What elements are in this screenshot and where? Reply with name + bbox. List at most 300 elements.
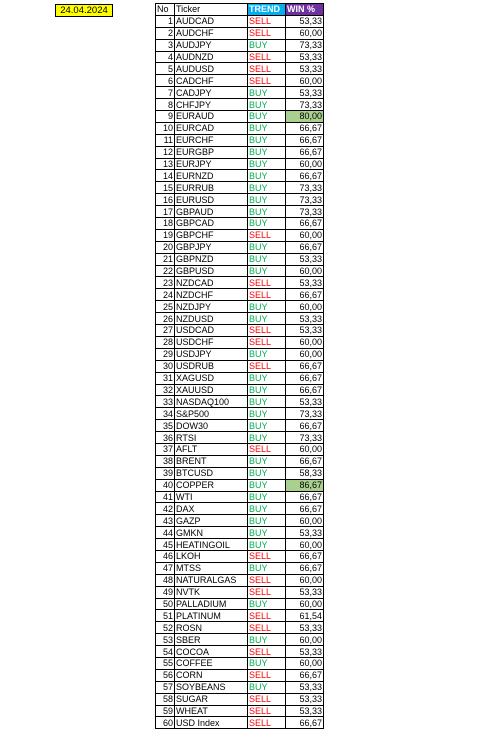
row-ticker: BTCUSD — [175, 467, 248, 479]
row-ticker: CORN — [175, 669, 248, 681]
table-row — [156, 301, 324, 313]
table-row — [156, 206, 324, 218]
row-win-rate: 66,67 — [286, 550, 324, 562]
table-row — [156, 229, 324, 241]
row-win-rate: 60,00 — [286, 348, 324, 360]
row-trend: BUY — [248, 408, 286, 420]
row-ticker: NZDCHF — [175, 289, 248, 301]
row-ticker: SBER — [175, 634, 248, 646]
row-number: 47 — [156, 562, 175, 574]
row-trend: BUY — [248, 122, 286, 134]
row-number: 35 — [156, 420, 175, 432]
row-ticker: COFFEE — [175, 657, 248, 669]
row-win-rate: 60,00 — [286, 301, 324, 313]
row-win-rate: 53,33 — [286, 325, 324, 337]
row-number: 53 — [156, 634, 175, 646]
row-trend: SELL — [248, 336, 286, 348]
row-number: 56 — [156, 669, 175, 681]
table-row — [156, 146, 324, 158]
row-trend: BUY — [248, 681, 286, 693]
row-number: 40 — [156, 479, 175, 491]
row-win-rate: 66,67 — [286, 455, 324, 467]
row-win-rate: 66,67 — [286, 146, 324, 158]
row-number: 31 — [156, 372, 175, 384]
row-number: 48 — [156, 574, 175, 586]
row-number: 14 — [156, 170, 175, 182]
row-win-rate: 60,00 — [286, 574, 324, 586]
row-trend: SELL — [248, 360, 286, 372]
table-row — [156, 63, 324, 75]
row-number: 16 — [156, 194, 175, 206]
table-row — [156, 134, 324, 146]
row-number: 9 — [156, 111, 175, 123]
row-ticker: CHFJPY — [175, 99, 248, 111]
row-trend: SELL — [248, 610, 286, 622]
table-row — [156, 396, 324, 408]
row-number: 44 — [156, 527, 175, 539]
row-win-rate: 66,67 — [286, 717, 324, 729]
row-trend: BUY — [248, 348, 286, 360]
row-ticker: EURGBP — [175, 146, 248, 158]
table-row — [156, 432, 324, 444]
row-win-rate: 73,33 — [286, 206, 324, 218]
row-ticker: COCOA — [175, 646, 248, 658]
table-row — [156, 550, 324, 562]
row-ticker: GBPUSD — [175, 265, 248, 277]
table-row — [156, 455, 324, 467]
row-ticker: ROSN — [175, 622, 248, 634]
signals-table — [155, 3, 324, 729]
row-win-rate: 80,00 — [286, 111, 324, 123]
row-number: 11 — [156, 134, 175, 146]
row-trend: BUY — [248, 515, 286, 527]
table-row — [156, 681, 324, 693]
row-trend: SELL — [248, 325, 286, 337]
table-row — [156, 325, 324, 337]
row-trend: BUY — [248, 241, 286, 253]
row-win-rate: 53,33 — [286, 51, 324, 63]
row-number: 25 — [156, 301, 175, 313]
row-ticker: COPPER — [175, 479, 248, 491]
row-ticker: DOW30 — [175, 420, 248, 432]
table-row — [156, 622, 324, 634]
row-win-rate: 60,00 — [286, 27, 324, 39]
row-win-rate: 58,33 — [286, 467, 324, 479]
table-row — [156, 253, 324, 265]
row-ticker: XAGUSD — [175, 372, 248, 384]
row-number: 49 — [156, 586, 175, 598]
row-number: 32 — [156, 384, 175, 396]
row-win-rate: 66,67 — [286, 420, 324, 432]
row-trend: BUY — [248, 134, 286, 146]
row-number: 23 — [156, 277, 175, 289]
row-ticker: NVTK — [175, 586, 248, 598]
row-ticker: CADJPY — [175, 87, 248, 99]
row-number: 33 — [156, 396, 175, 408]
row-ticker: EURCAD — [175, 122, 248, 134]
row-win-rate: 66,67 — [286, 503, 324, 515]
table-row — [156, 634, 324, 646]
row-trend: BUY — [248, 432, 286, 444]
table-row — [156, 610, 324, 622]
row-number: 29 — [156, 348, 175, 360]
row-trend: BUY — [248, 657, 286, 669]
table-row — [156, 598, 324, 610]
row-number: 60 — [156, 717, 175, 729]
row-trend: BUY — [248, 87, 286, 99]
row-ticker: PLATINUM — [175, 610, 248, 622]
row-number: 42 — [156, 503, 175, 515]
table-row — [156, 574, 324, 586]
row-ticker: GBPCHF — [175, 229, 248, 241]
row-win-rate: 53,33 — [286, 527, 324, 539]
table-row — [156, 122, 324, 134]
row-number: 20 — [156, 241, 175, 253]
row-win-rate: 60,00 — [286, 598, 324, 610]
table-row — [156, 443, 324, 455]
row-trend: SELL — [248, 27, 286, 39]
table-row — [156, 39, 324, 51]
table-row — [156, 384, 324, 396]
row-ticker: NASDAQ100 — [175, 396, 248, 408]
row-win-rate: 53,33 — [286, 681, 324, 693]
row-trend: SELL — [248, 51, 286, 63]
row-number: 15 — [156, 182, 175, 194]
row-trend: BUY — [248, 146, 286, 158]
table-row — [156, 657, 324, 669]
row-ticker: AUDJPY — [175, 39, 248, 51]
row-trend: BUY — [248, 265, 286, 277]
row-trend: BUY — [248, 562, 286, 574]
row-trend: BUY — [248, 111, 286, 123]
row-trend: BUY — [248, 539, 286, 551]
row-win-rate: 53,33 — [286, 705, 324, 717]
row-trend: SELL — [248, 15, 286, 27]
table-row — [156, 646, 324, 658]
row-trend: BUY — [248, 182, 286, 194]
table-row — [156, 705, 324, 717]
table-row — [156, 265, 324, 277]
row-win-rate: 73,33 — [286, 432, 324, 444]
row-win-rate: 53,33 — [286, 277, 324, 289]
row-trend: SELL — [248, 717, 286, 729]
row-number: 3 — [156, 39, 175, 51]
table-row — [156, 360, 324, 372]
row-number: 26 — [156, 313, 175, 325]
row-trend: BUY — [248, 313, 286, 325]
row-ticker: AUDNZD — [175, 51, 248, 63]
row-ticker: AFLT — [175, 443, 248, 455]
row-win-rate: 66,67 — [286, 669, 324, 681]
row-ticker: EURJPY — [175, 158, 248, 170]
row-ticker: PALLADIUM — [175, 598, 248, 610]
table-row — [156, 539, 324, 551]
row-win-rate: 73,33 — [286, 39, 324, 51]
row-number: 37 — [156, 443, 175, 455]
row-ticker: SUGAR — [175, 693, 248, 705]
header-trend: TREND — [248, 4, 286, 16]
row-win-rate: 53,33 — [286, 63, 324, 75]
row-trend: SELL — [248, 622, 286, 634]
table-row — [156, 503, 324, 515]
row-number: 24 — [156, 289, 175, 301]
table-row — [156, 99, 324, 111]
row-ticker: USD Index — [175, 717, 248, 729]
row-trend: SELL — [248, 646, 286, 658]
row-number: 4 — [156, 51, 175, 63]
row-win-rate: 60,00 — [286, 75, 324, 87]
table-row — [156, 241, 324, 253]
row-ticker: WHEAT — [175, 705, 248, 717]
row-trend: BUY — [248, 467, 286, 479]
row-ticker: DAX — [175, 503, 248, 515]
row-ticker: EURCHF — [175, 134, 248, 146]
row-win-rate: 66,67 — [286, 372, 324, 384]
table-row — [156, 372, 324, 384]
row-ticker: NZDCAD — [175, 277, 248, 289]
row-number: 58 — [156, 693, 175, 705]
row-win-rate: 60,00 — [286, 657, 324, 669]
row-win-rate: 53,33 — [286, 646, 324, 658]
row-ticker: USDCAD — [175, 325, 248, 337]
row-win-rate: 60,00 — [286, 515, 324, 527]
row-ticker: EURUSD — [175, 194, 248, 206]
row-ticker: AUDUSD — [175, 63, 248, 75]
table-row — [156, 420, 324, 432]
row-win-rate: 53,33 — [286, 586, 324, 598]
row-number: 19 — [156, 229, 175, 241]
row-number: 8 — [156, 99, 175, 111]
table-row — [156, 27, 324, 39]
row-number: 54 — [156, 646, 175, 658]
table-row — [156, 277, 324, 289]
row-win-rate: 73,33 — [286, 408, 324, 420]
row-ticker: BRENT — [175, 455, 248, 467]
row-win-rate: 61,54 — [286, 610, 324, 622]
row-number: 30 — [156, 360, 175, 372]
row-ticker: SOYBEANS — [175, 681, 248, 693]
table-row — [156, 491, 324, 503]
row-win-rate: 86,67 — [286, 479, 324, 491]
row-number: 17 — [156, 206, 175, 218]
row-trend: BUY — [248, 455, 286, 467]
row-number: 34 — [156, 408, 175, 420]
row-win-rate: 60,00 — [286, 158, 324, 170]
row-win-rate: 66,67 — [286, 134, 324, 146]
row-ticker: USDCHF — [175, 336, 248, 348]
table-row — [156, 479, 324, 491]
row-trend: BUY — [248, 598, 286, 610]
row-win-rate: 60,00 — [286, 443, 324, 455]
row-number: 28 — [156, 336, 175, 348]
row-number: 36 — [156, 432, 175, 444]
table-row — [156, 408, 324, 420]
row-win-rate: 66,67 — [286, 241, 324, 253]
table-row — [156, 669, 324, 681]
table-row — [156, 527, 324, 539]
table-row — [156, 348, 324, 360]
row-number: 46 — [156, 550, 175, 562]
row-win-rate: 66,67 — [286, 122, 324, 134]
row-ticker: WTI — [175, 491, 248, 503]
header-row — [156, 4, 324, 16]
table-row — [156, 218, 324, 230]
row-ticker: GMKN — [175, 527, 248, 539]
table-row — [156, 586, 324, 598]
row-number: 13 — [156, 158, 175, 170]
row-win-rate: 53,33 — [286, 693, 324, 705]
row-ticker: AUDCAD — [175, 15, 248, 27]
row-ticker: GBPAUD — [175, 206, 248, 218]
row-number: 10 — [156, 122, 175, 134]
row-trend: SELL — [248, 669, 286, 681]
row-win-rate: 60,00 — [286, 229, 324, 241]
row-trend: BUY — [248, 99, 286, 111]
row-win-rate: 60,00 — [286, 336, 324, 348]
table-body — [156, 15, 324, 728]
row-win-rate: 53,33 — [286, 622, 324, 634]
table-row — [156, 51, 324, 63]
row-win-rate: 53,33 — [286, 313, 324, 325]
table-row — [156, 467, 324, 479]
table-row — [156, 693, 324, 705]
row-trend: BUY — [248, 384, 286, 396]
row-trend: BUY — [248, 491, 286, 503]
row-number: 18 — [156, 218, 175, 230]
row-trend: SELL — [248, 574, 286, 586]
row-ticker: HEATINGOIL — [175, 539, 248, 551]
row-win-rate: 60,00 — [286, 539, 324, 551]
row-number: 38 — [156, 455, 175, 467]
row-trend: BUY — [248, 479, 286, 491]
row-trend: BUY — [248, 396, 286, 408]
table-row — [156, 15, 324, 27]
row-ticker: EURNZD — [175, 170, 248, 182]
row-win-rate: 60,00 — [286, 634, 324, 646]
row-win-rate: 66,67 — [286, 218, 324, 230]
row-number: 55 — [156, 657, 175, 669]
row-ticker: CADCHF — [175, 75, 248, 87]
row-ticker: RTSI — [175, 432, 248, 444]
row-trend: SELL — [248, 289, 286, 301]
row-ticker: NZDUSD — [175, 313, 248, 325]
row-number: 21 — [156, 253, 175, 265]
header-ticker: Ticker — [175, 4, 248, 16]
row-number: 5 — [156, 63, 175, 75]
row-win-rate: 66,67 — [286, 170, 324, 182]
row-trend: BUY — [248, 634, 286, 646]
row-trend: BUY — [248, 420, 286, 432]
table-row — [156, 194, 324, 206]
row-win-rate: 53,33 — [286, 396, 324, 408]
row-trend: BUY — [248, 194, 286, 206]
row-ticker: GAZP — [175, 515, 248, 527]
row-number: 57 — [156, 681, 175, 693]
row-ticker: AUDCHF — [175, 27, 248, 39]
row-win-rate: 66,67 — [286, 562, 324, 574]
row-number: 7 — [156, 87, 175, 99]
row-trend: BUY — [248, 372, 286, 384]
row-win-rate: 53,33 — [286, 253, 324, 265]
row-win-rate: 66,67 — [286, 360, 324, 372]
row-trend: BUY — [248, 503, 286, 515]
table-row — [156, 182, 324, 194]
row-trend: SELL — [248, 443, 286, 455]
row-ticker: XAUUSD — [175, 384, 248, 396]
table-row — [156, 562, 324, 574]
row-trend: SELL — [248, 705, 286, 717]
row-number: 41 — [156, 491, 175, 503]
header-no: No — [156, 4, 175, 16]
row-number: 59 — [156, 705, 175, 717]
row-trend: BUY — [248, 170, 286, 182]
row-number: 43 — [156, 515, 175, 527]
row-ticker: GBPCAD — [175, 218, 248, 230]
row-trend: BUY — [248, 39, 286, 51]
row-number: 52 — [156, 622, 175, 634]
table-row — [156, 75, 324, 87]
row-number: 50 — [156, 598, 175, 610]
table-row — [156, 336, 324, 348]
row-number: 51 — [156, 610, 175, 622]
row-win-rate: 53,33 — [286, 87, 324, 99]
table-row — [156, 515, 324, 527]
row-ticker: S&P500 — [175, 408, 248, 420]
row-trend: BUY — [248, 301, 286, 313]
row-win-rate: 60,00 — [286, 265, 324, 277]
row-win-rate: 66,67 — [286, 384, 324, 396]
row-win-rate: 73,33 — [286, 99, 324, 111]
table-row — [156, 170, 324, 182]
row-trend: BUY — [248, 206, 286, 218]
row-ticker: EURAUD — [175, 111, 248, 123]
row-trend: SELL — [248, 693, 286, 705]
row-trend: BUY — [248, 218, 286, 230]
row-trend: BUY — [248, 253, 286, 265]
row-ticker: EURRUB — [175, 182, 248, 194]
row-win-rate: 66,67 — [286, 289, 324, 301]
row-trend: SELL — [248, 75, 286, 87]
row-win-rate: 53,33 — [286, 15, 324, 27]
row-win-rate: 66,67 — [286, 491, 324, 503]
table-row — [156, 313, 324, 325]
row-number: 27 — [156, 325, 175, 337]
row-number: 45 — [156, 539, 175, 551]
table-row — [156, 289, 324, 301]
row-win-rate: 73,33 — [286, 182, 324, 194]
row-trend: SELL — [248, 277, 286, 289]
row-trend: SELL — [248, 550, 286, 562]
report-date: 24.04.2024 — [55, 4, 113, 17]
row-ticker: GBPJPY — [175, 241, 248, 253]
row-number: 6 — [156, 75, 175, 87]
row-ticker: USDRUB — [175, 360, 248, 372]
row-trend: BUY — [248, 527, 286, 539]
row-number: 1 — [156, 15, 175, 27]
row-win-rate: 73,33 — [286, 194, 324, 206]
table-row — [156, 87, 324, 99]
table-row — [156, 717, 324, 729]
row-trend: SELL — [248, 586, 286, 598]
row-ticker: GBPNZD — [175, 253, 248, 265]
row-trend: SELL — [248, 229, 286, 241]
header-win-rate: WIN % — [286, 4, 324, 16]
row-number: 22 — [156, 265, 175, 277]
row-ticker: USDJPY — [175, 348, 248, 360]
row-ticker: NATURALGAS — [175, 574, 248, 586]
table-row — [156, 111, 324, 123]
row-ticker: NZDJPY — [175, 301, 248, 313]
